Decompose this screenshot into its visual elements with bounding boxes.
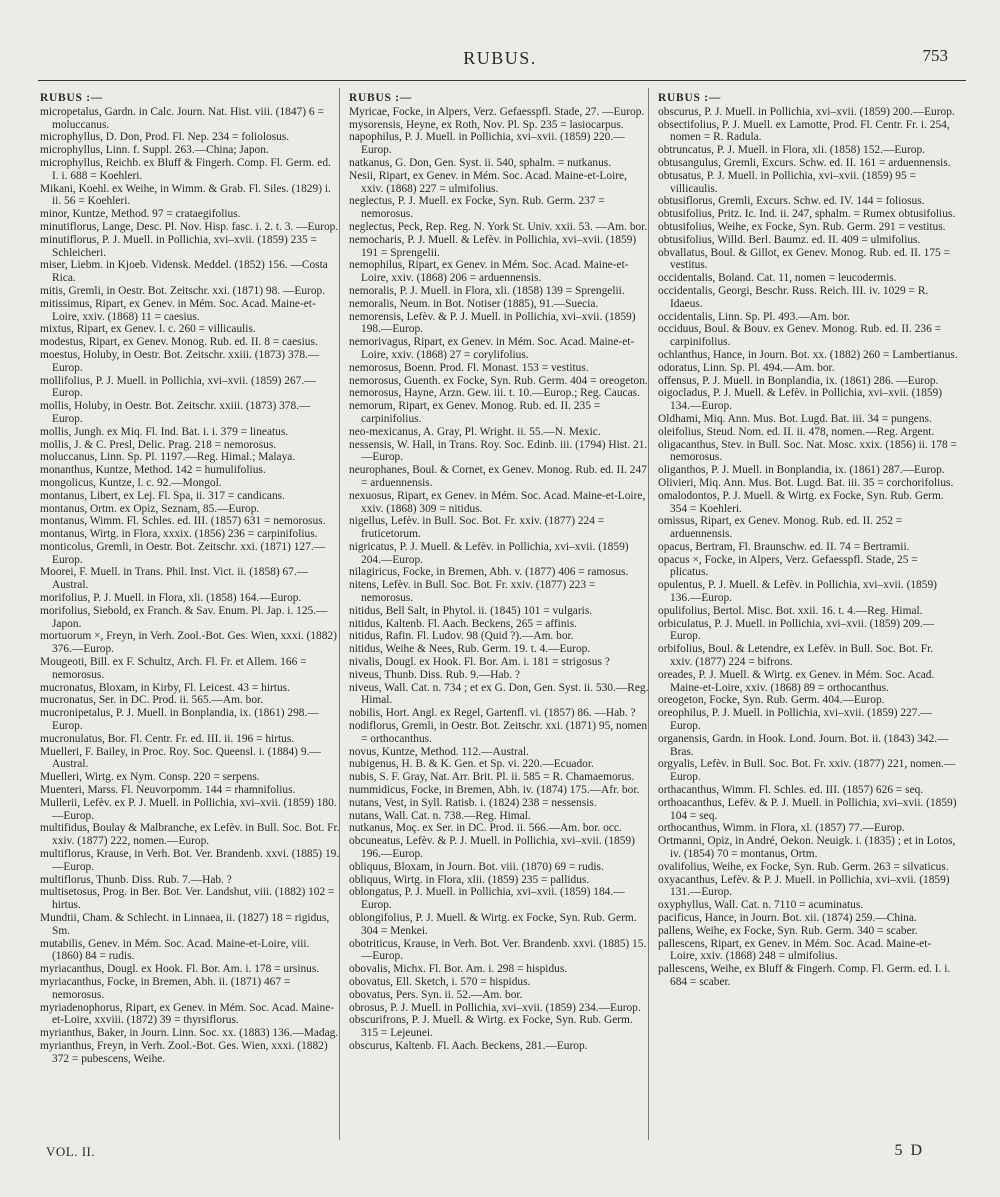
index-entry: oblongifolius, P. J. Muell. & Wirtg. ex Focke, Syn. Rub. Germ. 304 = Menkei. [349,912,637,937]
index-entry: mutabilis, Genev. in Mém. Soc. Acad. Maine-et-Loire, viii. (1860) 84 = rudis. [40,937,310,963]
index-entry: nexuosus, Ripart, ex Genev. in Mém. Soc. Acad. Maine-et-Loire, xxiv. (1868) 309 = nitidus. [349,489,646,515]
index-entry: monanthus, Kuntze, Method. 142 = humulifolius. [40,464,266,477]
index-entry: nemorosus, Hayne, Arzn. Gew. iii. t. 10.—Europ.; Reg. Caucas. [349,387,640,400]
index-entry: oliganthos, P. J. Muell. in Bonplandia, ix. (1861) 287.—Europ. [658,464,945,477]
index-entry: nigellus, Lefèv. in Bull. Soc. Bot. Fr. xxiv. (1877) 224 = fruticetorum. [349,515,605,541]
index-entry: multifidus, Boulay & Malbranche, ex Lefèv. in Bull. Soc. Bot. Fr. xxiv. (1877) 222, nomen.—Europ. [40,822,340,848]
index-entry: obtusangulus, Gremli, Excurs. Schw. ed. II. 161 = arduennensis. [658,156,951,169]
index-entry: opacus ×, Focke, in Alpers, Verz. Gefaesspfl. Stade, 25 = plicatus. [658,553,918,579]
index-entry: opacus, Bertram, Fl. Braunschw. ed. II. 74 = Bertramii. [658,540,910,553]
index-entry: obtusifolius, Willd. Berl. Baumz. ed. II. 409 = ulmifolius. [658,233,921,246]
index-entry: mitis, Gremli, in Oestr. Bot. Zeitschr. xxi. (1871) 98. —Europ. [40,284,326,297]
index-entry: nigricatus, P. J. Muell. & Lefèv. in Pollichia, xvi–xvii. (1859) 204.—Europ. [349,540,629,566]
column-1 [40,92,340,1092]
index-entry: obliquus, Bloxam, in Journ. Bot. viii. (1870) 69 = rudis. [349,860,604,873]
index-entry: mysorensis, Heyne, ex Roth, Nov. Pl. Sp. 235 = lasiocarpus. [349,118,624,131]
index-entry: montanus, Ortm. ex Opiz, Seznam, 85.—Europ. [40,502,260,515]
index-entry: orbifolius, Boul. & Letendre, ex Lefèv. in Bull. Soc. Bot. Fr. xxiv. (1877) 224 = bifrons. [658,643,934,669]
index-entry: mollifolius, P. J. Muell. in Pollichia, xvi–xvii. (1859) 267.—Europ. [40,374,316,400]
index-entry: nummidicus, Focke, in Bremen, Abh. iv. (1874) 175.—Afr. bor. [349,784,640,797]
index-entry: nemocharis, P. J. Muell. & Lefèv. in Pollichia, xvi–xvii. (1859) 191 = Sprengelii. [349,233,637,259]
column-divider [648,88,649,1140]
index-entry: nivalis, Dougl. ex Hook. Fl. Bor. Am. i. 181 = strigosus ? [349,656,610,669]
index-entry: oreogeton, Focke, Syn. Rub. Germ. 404.—Europ. [658,694,885,707]
signature-mark: 5 D [894,1142,924,1159]
index-entry: nemoralis, P. J. Muell. in Flora, xli. (1858) 139 = Sprengelii. [349,284,625,297]
index-entry: Ortmanni, Opiz, in André, Oekon. Neuigk. i. (1835) ; et in Lotos, iv. (1854) 70 = montanus, Ortm. [658,835,956,861]
index-entry: obscurus, P. J. Muell. in Pollichia, xvi–xvii. (1859) 200.—Europ. [658,105,955,118]
index-entry: napophilus, P. J. Muell. in Pollichia, xvi–xvii. (1859) 220.—Europ. [349,131,625,157]
index-entry: pallescens, Weihe, ex Bluff & Fingerh. Comp. Fl. Germ. ed. I. i. 684 = scaber. [658,963,951,988]
index-entry: montanus, Libert, ex Lej. Fl. Spa, ii. 317 = candicans. [40,489,285,502]
column-heading: RUBUS :— [40,92,104,104]
index-entry: multisetosus, Prog. in Ber. Bot. Ver. Landshut, viii. (1882) 102 = hirtus. [40,886,335,912]
index-entry: modestus, Ripart, ex Genev. Monog. Rub. ed. II. 8 = caesius. [40,336,318,349]
index-entry: omalodontos, P. J. Muell. & Wirtg. ex Focke, Syn. Rub. Germ. 354 = Koehleri. [658,489,944,515]
index-entry: miser, Liebm. in Kjoeb. Vidensk. Meddel. (1852) 156. —Costa Rica. [40,259,328,285]
index-entry: oleifolius, Steud. Nom. ed. II. ii. 478, nomen.—Reg. Argent. [658,425,935,438]
index-entry: obtusiflorus, Gremli, Excurs. Schw. ed. IV. 144 = foliosus. [658,195,925,208]
index-entry: oxyacanthus, Lefèv. & P. J. Muell. in Pollichia, xvi–xvii. (1859) 131.—Europ. [658,873,950,899]
index-entry: nemorosus, Guenth. ex Focke, Syn. Rub. Germ. 404 = oreogeton. [349,374,648,387]
index-entry: nodiflorus, Gremli, in Oestr. Bot. Zeitschr. xxi. (1871) 95, nomen = orthocanthus. [349,720,648,745]
index-entry: neglectus, Peck, Rep. Reg. N. York St. Univ. xxii. 53. —Am. bor. [349,220,648,233]
index-entry: oligacanthus, Stev. in Bull. Soc. Nat. Mosc. xxix. (1856) ii. 178 = nemorosus. [658,438,957,464]
index-entry: mucronipetalus, P. J. Muell. in Bonplandia, ix. (1861) 298.—Europ. [40,707,319,733]
index-entry: ochlanthus, Hance, in Journ. Bot. xx. (1882) 260 = Lambertianus. [658,348,958,361]
index-entry: nilagiricus, Focke, in Bremen, Abh. v. (1877) 406 = ramosus. [349,566,629,579]
index-entry: oreades, P. J. Muell. & Wirtg. ex Genev. in Mém. Soc. Acad. Maine-et-Loire, xxiv. (1868) 89 = orthocanthus. [658,668,935,694]
index-entry: nutkanus, Moç. ex Ser. in DC. Prod. ii. 566.—Am. bor. occ. [349,822,622,835]
index-entry: microphyllus, D. Don, Prod. Fl. Nep. 234 = foliolosus. [40,131,290,144]
index-entry: minutiflorus, Lange, Desc. Pl. Nov. Hisp. fasc. i. 2. t. 3. —Europ. [40,220,339,233]
index-entry: Muelleri, Wirtg. ex Nym. Consp. 220 = serpens. [40,771,260,784]
index-entry: pallens, Weihe, ex Focke, Syn. Rub. Germ. 340 = scaber. [658,924,918,937]
index-entry: montanus, Wirtg. in Flora, xxxix. (1856) 236 = carpinifolius. [40,528,318,541]
index-entry: omissus, Ripart, ex Genev. Monog. Rub. ed. II. 252 = arduennensis. [658,515,903,541]
column-divider [339,88,340,1140]
index-entry: orthoacanthus, Lefèv. & P. J. Muell. in Pollichia, xvi–xvii. (1859) 104 = seq. [658,796,957,822]
index-entry: nubis, S. F. Gray, Nat. Arr. Brit. Pl. ii. 585 = R. Chamaemorus. [349,771,635,784]
header-rule [38,80,966,81]
index-entry: montanus, Wimm. Fl. Schles. ed. III. (1857) 631 = nemorosus. [40,515,326,528]
index-entry: oigocladus, P. J. Muell. & Lefèv. in Pollichia, xvi–xvii. (1859) 134.—Europ. [658,387,942,413]
index-entry: obvallatus, Boul. & Gillot, ex Genev. Monog. Rub. ed. II. 175 = vestitus. [658,246,951,272]
index-entry: obscurus, Kaltenb. Fl. Aach. Beckens, 281.—Europ. [349,1039,588,1052]
index-entry: nemorensis, Lefèv. & P. J. Muell. in Pollichia, xvi–xvii. (1859) 198.—Europ. [349,310,636,336]
index-entry: nitens, Lefèv. in Bull. Soc. Bot. Fr. xxiv. (1877) 223 = nemorosus. [349,579,596,605]
index-entry: moestus, Holuby, in Oestr. Bot. Zeitschr. xxiii. (1873) 378.—Europ. [40,348,320,374]
index-entry: mollis, Holuby, in Oestr. Bot. Zeitschr. xxiii. (1873) 378.—Europ. [40,400,311,425]
index-entry: occidentalis, Boland. Cat. 11, nomen = leucodermis. [658,272,897,285]
index-entry: obovatus, Ell. Sketch, i. 570 = hispidus. [349,975,531,988]
column-heading: RUBUS :— [349,92,413,104]
index-entry: organensis, Gardn. in Hook. Lond. Journ. Bot. ii. (1843) 342.—Bras. [658,732,949,758]
index-entry: nubigenus, H. B. & K. Gen. et Sp. vi. 220.—Ecuador. [349,758,594,771]
index-entry: ovalifolius, Weihe, ex Focke, Syn. Rub. Germ. 263 = silvaticus. [658,860,949,873]
index-entry: nitidus, Rafin. Fl. Ludov. 98 (Quid ?).—Am. bor. [349,630,574,643]
index-entry: multiflorus, Krause, in Verh. Bot. Ver. Brandenb. xxvi. (1885) 19.—Europ. [40,848,340,873]
index-entry: obovalis, Michx. Fl. Bor. Am. i. 298 = hispidus. [349,963,568,976]
index-entry: opulentus, P. J. Muell. & Lefèv. in Pollichia, xvi–xvii. (1859) 136.—Europ. [658,579,937,605]
index-entry: nessensis, W. Hall, in Trans. Roy. Soc. Edinb. iii. (1794) Hist. 21.—Europ. [349,438,648,464]
index-entry: orthocanthus, Wimm. in Flora, xl. (1857) 77.—Europ. [658,822,905,835]
index-entry: obrosus, P. J. Muell. in Pollichia, xvi–xvii. (1859) 234.—Europ. [349,1001,641,1014]
index-entry: neo-mexicanus, A. Gray, Pl. Wright. ii. 55.—N. Mexic. [349,425,601,438]
index-entry: obsectifolius, P. J. Muell. ex Lamotte, Prod. Fl. Centr. Fr. i. 254, nomen = R. Radula. [658,118,950,144]
index-entry: obscurifrons, P. J. Muell. & Wirtg. ex Focke, Syn. Rub. Germ. 315 = Lejeunei. [349,1014,633,1040]
index-entry: mitissimus, Ripart, ex Genev. in Mém. Soc. Acad. Maine-et-Loire, xxiv. (1868) 11 = caesius. [40,297,316,323]
index-entry: obtusatus, P. J. Muell. in Pollichia, xvi–xvii. (1859) 95 = villicaulis. [658,169,916,195]
column-3 [658,92,958,1092]
index-entry: mollis, J. & C. Presl, Delic. Prag. 218 = nemorosus. [40,438,277,451]
index-entry: micropetalus, Gardn. in Calc. Journ. Nat. Hist. viii. (1847) 6 = moluccanus. [40,105,324,131]
page-header [0,38,1000,78]
index-entry: odoratus, Linn. Sp. Pl. 494.—Am. bor. [658,361,835,374]
index-entry: obtruncatus, P. J. Muell. in Flora, xli. (1858) 152.—Europ. [658,144,926,157]
index-entry: Mikani, Koehl. ex Weihe, in Wimm. & Grab. Fl. Siles. (1829) i. ii. 56 = Koehleri. [40,182,331,208]
column-2 [349,92,649,1092]
index-entry: Oldhami, Miq. Ann. Mus. Bot. Lugd. Bat. iii. 34 = pungens. [658,412,932,425]
index-entry: Mullerii, Lefèv. ex P. J. Muell. in Pollichia, xvi–xvii. (1859) 180.—Europ. [40,796,337,822]
page-number: 753 [922,46,948,65]
index-entry: nemophilus, Ripart, ex Genev. in Mém. Soc. Acad. Maine-et-Loire, xxiv. (1868) 206 = arduennensis. [349,259,629,285]
index-entry: nobilis, Hort. Angl. ex Regel, Gartenfl. vi. (1857) 86. —Hab. ? [349,707,636,720]
index-entry: orgyalis, Lefèv. in Bull. Soc. Bot. Fr. xxiv. (1877) 221, nomen.—Europ. [658,758,956,784]
index-entry: obotriticus, Krause, in Verh. Bot. Ver. Brandenb. xxvi. (1885) 15.—Europ. [349,937,647,963]
index-entry: nemorosus, Boenn. Prod. Fl. Monast. 153 = vestitus. [349,361,589,374]
index-entry: opulifolius, Bertol. Misc. Bot. xxii. 16. t. 4.—Reg. Himal. [658,604,923,617]
index-entry: minutiflorus, P. J. Muell. in Pollichia, xvi–xvii. (1859) 235 = Schleicheri. [40,233,317,259]
index-entry: multiflorus, Thunb. Diss. Rub. 7.—Hab. ? [40,873,232,886]
index-entry: nitidus, Weihe & Nees, Rub. Germ. 19. t. 4.—Europ. [349,643,591,656]
index-entry: Nesii, Ripart, ex Genev. in Mém. Soc. Acad. Maine-et-Loire, xxiv. (1868) 227 = ulmifolius. [349,169,627,195]
index-entry: myriacanthus, Dougl. ex Hook. Fl. Bor. Am. i. 178 = ursinus. [40,963,320,976]
index-entry: myrianthus, Baker, in Journ. Linn. Soc. xx. (1883) 136.—Madag. [40,1027,339,1040]
index-entry: morifolius, P. J. Muell. in Flora, xli. (1858) 164.—Europ. [40,592,302,605]
index-entry: microphyllus, Reichb. ex Bluff & Fingerh. Comp. Fl. Germ. ed. I. i. 688 = Koehleri. [40,156,331,182]
index-entry: Mundtii, Cham. & Schlecht. in Linnaea, ii. (1827) 18 = rigidus, Sm. [40,912,330,937]
index-entry: occidentalis, Linn. Sp. Pl. 493.—Am. bor. [658,310,850,323]
index-entry: natkanus, G. Don, Gen. Syst. ii. 540, sphalm. = nutkanus. [349,156,612,169]
index-entry: mucronulatus, Bor. Fl. Centr. Fr. ed. III. ii. 196 = hirtus. [40,732,295,745]
index-entry: neurophanes, Boul. & Cornet, ex Genev. Monog. Rub. ed. II. 247 = arduennensis. [349,464,647,489]
index-entry: niveus, Thunb. Diss. Rub. 9.—Hab. ? [349,668,520,681]
index-entry: mongolicus, Kuntze, l. c. 92.—Mongol. [40,476,222,489]
index-entry: mucronatus, Bloxam, in Kirby, Fl. Leicest. 43 = hirtus. [40,681,290,694]
index-entry: nutans, Vest, in Syll. Ratisb. i. (1824) 238 = nessensis. [349,796,597,809]
index-entry: obliquus, Wirtg. in Flora, xlii. (1859) 235 = pallidus. [349,873,590,886]
index-entry: obcuneatus, Lefèv. & P. J. Muell. in Pollichia, xvi–xvii. (1859) 196.—Europ. [349,835,635,861]
page-footer [40,1144,960,1174]
index-entry: nemoralis, Neum. in Bot. Notiser (1885), 91.—Suecia. [349,297,599,310]
index-entry: Olivieri, Miq. Ann. Mus. Bot. Lugd. Bat. iii. 35 = corchorifolius. [658,476,954,489]
index-entry: mollis, Jungh. ex Miq. Fl. Ind. Bat. i. i. 379 = lineatus. [40,425,289,438]
index-entry: myriadenophorus, Ripart, ex Genev. in Mém. Soc. Acad. Maine-et-Loire, xxviii. (1872) 39 = thyrsiflorus. [40,1001,335,1027]
index-entry: offensus, P. J. Muell. in Bonplandia, ix. (1861) 286. —Europ. [658,374,939,387]
index-entry: orbiculatus, P. J. Muell. in Pollichia, xvi–xvii. (1859) 209.—Europ. [658,617,935,643]
index-entry: occidentalis, Georgi, Beschr. Russ. Reich. III. iv. 1029 = R. Idaeus. [658,284,929,310]
index-entry: Moorei, F. Muell. in Trans. Phil. Inst. Vict. ii. (1858) 67.—Austral. [40,566,309,592]
index-entry: monticolus, Gremli, in Oestr. Bot. Zeitschr. xxi. (1871) 127.—Europ. [40,540,326,566]
index-entry: occiduus, Boul. & Bouv. ex Genev. Monog. Rub. ed. II. 236 = carpinifolius. [658,323,942,349]
index-entry: myriacanthus, Focke, in Bremen, Abh. ii. (1871) 467 = nemorosus. [40,975,291,1001]
column-heading: RUBUS :— [658,92,722,104]
index-entry: Muelleri, F. Bailey, in Proc. Roy. Soc. Queensl. i. (1884) 9.—Austral. [40,745,321,771]
index-entry: obtusifolius, Weihe, ex Focke, Syn. Rub. Germ. 291 = vestitus. [658,220,946,233]
index-entry: mucronatus, Ser. in DC. Prod. ii. 565.—Am. bor. [40,694,264,707]
index-entry: oreophilus, P. J. Muell. in Pollichia, xvi–xvii. (1859) 227.—Europ. [658,707,932,733]
index-entry: neglectus, P. J. Muell. ex Focke, Syn. Rub. Germ. 237 = nemorosus. [349,195,605,221]
index-entry: nitidus, Kaltenb. Fl. Aach. Beckens, 265 = affinis. [349,617,577,630]
index-entry: minor, Kuntze, Method. 97 = crataegifolius. [40,208,241,221]
index-entry: nemorum, Ripart, ex Genev. Monog. Rub. ed. II. 235 = carpinifolius. [349,400,601,425]
index-entry: Myricae, Focke, in Alpers, Verz. Gefaesspfl. Stade, 27. —Europ. [349,105,645,118]
index-entry: oxyphyllus, Wall. Cat. n. 7110 = acuminatus. [658,899,864,912]
index-entry: Mougeoti, Bill. ex F. Schultz, Arch. Fl. Fr. et Allem. 166 = nemorosus. [40,656,307,681]
index-entry: morifolius, Siebold, ex Franch. & Sav. Enum. Pl. Jap. i. 125.—Japon. [40,604,328,630]
index-entry: obtusifolius, Pritz. Ic. Ind. ii. 247, sphalm. = Rumex obtusifolius. [658,208,956,221]
index-entry: Muenteri, Marss. Fl. Neuvorpomm. 144 = rhamnifolius. [40,784,296,797]
running-title: RUBUS. [463,48,537,68]
index-entry: mortuorum ×, Freyn, in Verh. Zool.-Bot. Ges. Wien, xxxi. (1882) 376.—Europ. [40,630,337,656]
index-entry: mixtus, Ripart, ex Genev. l. c. 260 = villicaulis. [40,323,256,336]
index-entry: orthacanthus, Wimm. Fl. Schles. ed. III. (1857) 626 = seq. [658,784,924,797]
index-entry: pallescens, Ripart, ex Genev. in Mém. Soc. Acad. Maine-et-Loire, xxiv. (1868) 248 = ulmifolius. [658,937,932,963]
index-entry: nutans, Wall. Cat. n. 738.—Reg. Himal. [349,809,531,822]
index-entry: obovatus, Pers. Syn. ii. 52.—Am. bor. [349,988,523,1001]
index-entry: nitidus, Bell Salt, in Phytol. ii. (1845) 101 = vulgaris. [349,604,593,617]
index-entry: pacificus, Hance, in Journ. Bot. xii. (1874) 259.—China. [658,912,917,924]
index-entry: novus, Kuntze, Method. 112.—Austral. [349,745,529,758]
index-entry: nemorivagus, Ripart, ex Genev. in Mém. Soc. Acad. Maine-et-Loire, xxiv. (1868) 27 = corylifolius. [349,336,635,361]
index-entry: niveus, Wall. Cat. n. 734 ; et ex G. Don, Gen. Syst. ii. 530.—Reg. Himal. [349,681,649,707]
index-entry: microphyllus, Linn. f. Suppl. 263.—China; Japon. [40,144,269,157]
volume-label: VOL. II. [46,1144,96,1159]
index-entry: oblongatus, P. J. Muell. in Pollichia, xvi–xvii. (1859) 184.—Europ. [349,886,625,912]
index-entry: myrianthus, Freyn, in Verh. Zool.-Bot. Ges. Wien, xxxi. (1882) 372 = pubescens, Weihe. [40,1039,328,1065]
index-entry: moluccanus, Linn. Sp. Pl. 1197.—Reg. Himal.; Malaya. [40,451,296,464]
